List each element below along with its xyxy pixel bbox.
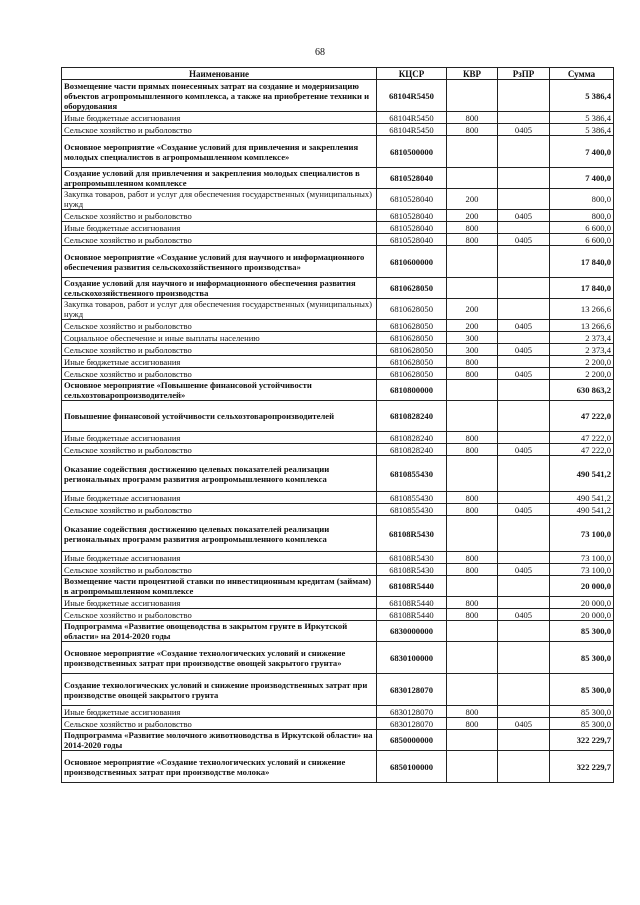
cell-rzpr [498, 332, 550, 344]
cell-kvr [447, 674, 498, 706]
cell-rzpr: 0405 [498, 320, 550, 332]
cell-sum: 20 000,0 [550, 609, 614, 621]
cell-rzpr: 0405 [498, 210, 550, 222]
cell-kcsr: 6810528040 [377, 234, 447, 246]
cell-name: Оказание содействия достижению целевых показателей реализации региональных программ развития агропромышленного комплекса [62, 456, 377, 492]
budget-table [61, 67, 614, 783]
cell-kcsr: 6810628050 [377, 368, 447, 380]
cell-kvr: 800 [447, 597, 498, 609]
cell-rzpr [498, 552, 550, 564]
table-row [62, 344, 614, 356]
cell-kvr: 800 [447, 124, 498, 136]
cell-sum: 490 541,2 [550, 504, 614, 516]
cell-kvr: 800 [447, 492, 498, 504]
cell-sum: 5 386,4 [550, 124, 614, 136]
table-row [62, 356, 614, 368]
cell-name: Сельское хозяйство и рыболовство [62, 718, 377, 730]
cell-sum: 2 200,0 [550, 356, 614, 368]
cell-sum: 85 300,0 [550, 706, 614, 718]
cell-kvr: 800 [447, 609, 498, 621]
cell-rzpr: 0405 [498, 609, 550, 621]
cell-kcsr: 6810600000 [377, 246, 447, 278]
cell-kvr: 200 [447, 189, 498, 210]
cell-name: Иные бюджетные ассигнования [62, 552, 377, 564]
cell-rzpr [498, 112, 550, 124]
cell-rzpr [498, 380, 550, 401]
cell-kvr [447, 380, 498, 401]
cell-kvr: 800 [447, 706, 498, 718]
cell-name: Создание условий для научного и информационного обеспечения развития сельскохозяйственного производства [62, 278, 377, 299]
table-row [62, 516, 614, 552]
cell-kvr: 800 [447, 222, 498, 234]
cell-kcsr: 6810800000 [377, 380, 447, 401]
header-sum: Сумма [550, 68, 614, 80]
cell-name: Иные бюджетные ассигнования [62, 432, 377, 444]
cell-rzpr [498, 136, 550, 168]
cell-name: Закупка товаров, работ и услуг для обеспечения государственных (муниципальных) нужд [62, 299, 377, 320]
cell-rzpr: 0405 [498, 368, 550, 380]
cell-name: Оказание содействия достижению целевых показателей реализации региональных программ развития агропромышленного комплекса [62, 516, 377, 552]
cell-sum: 2 373,4 [550, 344, 614, 356]
cell-sum: 47 222,0 [550, 401, 614, 432]
cell-name: Сельское хозяйство и рыболовство [62, 504, 377, 516]
cell-rzpr: 0405 [498, 564, 550, 576]
cell-name: Иные бюджетные ассигнования [62, 492, 377, 504]
cell-rzpr [498, 456, 550, 492]
cell-name: Иные бюджетные ассигнования [62, 356, 377, 368]
cell-kcsr: 6850100000 [377, 751, 447, 783]
cell-kcsr: 6810628050 [377, 299, 447, 320]
cell-name: Основное мероприятие «Создание технологических условий и снижение производственных затрат при производстве молока» [62, 751, 377, 783]
cell-sum: 13 266,6 [550, 299, 614, 320]
cell-kcsr: 6810828240 [377, 444, 447, 456]
table-row [62, 380, 614, 401]
cell-sum: 2 373,4 [550, 332, 614, 344]
cell-kcsr: 6810528040 [377, 222, 447, 234]
table-row [62, 621, 614, 642]
table-row [62, 112, 614, 124]
cell-sum: 13 266,6 [550, 320, 614, 332]
cell-kvr [447, 278, 498, 299]
table-row [62, 368, 614, 380]
cell-sum: 5 386,4 [550, 80, 614, 112]
cell-name: Подпрограмма «Развитие овощеводства в закрытом грунте в Иркутской области» на 2014-2020 годы [62, 621, 377, 642]
cell-rzpr [498, 576, 550, 597]
table-row [62, 168, 614, 189]
cell-sum: 6 600,0 [550, 234, 614, 246]
cell-kcsr: 68108R5430 [377, 552, 447, 564]
cell-name: Сельское хозяйство и рыболовство [62, 609, 377, 621]
cell-kvr: 800 [447, 112, 498, 124]
cell-name: Основное мероприятие «Повышение финансовой устойчивости сельхозтоваропроизводителей» [62, 380, 377, 401]
cell-name: Сельское хозяйство и рыболовство [62, 210, 377, 222]
table-row [62, 401, 614, 432]
cell-kvr [447, 456, 498, 492]
cell-kcsr: 68108R5440 [377, 576, 447, 597]
cell-rzpr: 0405 [498, 234, 550, 246]
cell-kvr [447, 80, 498, 112]
table-row [62, 751, 614, 783]
table-row [62, 552, 614, 564]
cell-kcsr: 6830000000 [377, 621, 447, 642]
cell-rzpr [498, 278, 550, 299]
table-row [62, 706, 614, 718]
table-row [62, 456, 614, 492]
cell-kvr: 800 [447, 718, 498, 730]
header-rzpr: РзПР [498, 68, 550, 80]
table-row [62, 136, 614, 168]
cell-sum: 20 000,0 [550, 576, 614, 597]
cell-sum: 2 200,0 [550, 368, 614, 380]
table-row [62, 124, 614, 136]
cell-sum: 73 100,0 [550, 516, 614, 552]
header-name: Наименование [62, 68, 377, 80]
cell-rzpr [498, 751, 550, 783]
table-row [62, 234, 614, 246]
cell-name: Иные бюджетные ассигнования [62, 112, 377, 124]
cell-sum: 490 541,2 [550, 456, 614, 492]
cell-rzpr [498, 246, 550, 278]
cell-kcsr: 6810628050 [377, 356, 447, 368]
table-row [62, 444, 614, 456]
cell-rzpr: 0405 [498, 444, 550, 456]
table-row [62, 642, 614, 674]
cell-name: Иные бюджетные ассигнования [62, 222, 377, 234]
cell-kcsr: 6810628050 [377, 332, 447, 344]
table-row [62, 320, 614, 332]
cell-rzpr [498, 642, 550, 674]
table-row [62, 504, 614, 516]
cell-kcsr: 6810855430 [377, 504, 447, 516]
page-number: 68 [315, 47, 325, 58]
table-row [62, 674, 614, 706]
cell-kcsr: 6810628050 [377, 278, 447, 299]
cell-kvr [447, 246, 498, 278]
cell-sum: 85 300,0 [550, 718, 614, 730]
cell-sum: 47 222,0 [550, 444, 614, 456]
cell-rzpr: 0405 [498, 504, 550, 516]
table-row [62, 210, 614, 222]
cell-kcsr: 6810528040 [377, 210, 447, 222]
cell-name: Подпрограмма «Развитие молочного животноводства в Иркутской области» на 2014-2020 годы [62, 730, 377, 751]
cell-kcsr: 6810628050 [377, 344, 447, 356]
table-header-row [62, 68, 614, 80]
cell-kcsr: 68104R5450 [377, 112, 447, 124]
cell-name: Сельское хозяйство и рыболовство [62, 124, 377, 136]
cell-rzpr [498, 401, 550, 432]
cell-kvr [447, 576, 498, 597]
cell-sum: 6 600,0 [550, 222, 614, 234]
cell-rzpr: 0405 [498, 344, 550, 356]
cell-kcsr: 68108R5440 [377, 597, 447, 609]
cell-rzpr [498, 80, 550, 112]
cell-kcsr: 6810500000 [377, 136, 447, 168]
cell-kcsr: 68108R5440 [377, 609, 447, 621]
table-row [62, 609, 614, 621]
cell-name: Сельское хозяйство и рыболовство [62, 564, 377, 576]
cell-rzpr [498, 299, 550, 320]
cell-kvr: 800 [447, 444, 498, 456]
cell-kcsr: 6830128070 [377, 718, 447, 730]
cell-kcsr: 68104R5450 [377, 80, 447, 112]
cell-kcsr: 6810855430 [377, 456, 447, 492]
cell-rzpr [498, 356, 550, 368]
cell-name: Основное мероприятие «Создание технологических условий и снижение производственных затрат при производстве овощей закрытого грунта» [62, 642, 377, 674]
cell-kvr: 200 [447, 299, 498, 320]
cell-sum: 7 400,0 [550, 168, 614, 189]
cell-kvr [447, 751, 498, 783]
table-row [62, 246, 614, 278]
cell-sum: 20 000,0 [550, 597, 614, 609]
cell-sum: 73 100,0 [550, 564, 614, 576]
table-row [62, 718, 614, 730]
cell-name: Повышение финансовой устойчивости сельхозтоваропроизводителей [62, 401, 377, 432]
cell-rzpr: 0405 [498, 124, 550, 136]
cell-kvr: 800 [447, 356, 498, 368]
cell-rzpr [498, 674, 550, 706]
cell-kcsr: 6830128070 [377, 706, 447, 718]
cell-kcsr: 6810855430 [377, 492, 447, 504]
cell-sum: 800,0 [550, 210, 614, 222]
cell-kcsr: 68104R5450 [377, 124, 447, 136]
cell-kvr [447, 136, 498, 168]
cell-name: Иные бюджетные ассигнования [62, 706, 377, 718]
cell-kcsr: 6850000000 [377, 730, 447, 751]
cell-rzpr [498, 516, 550, 552]
cell-kcsr: 68108R5430 [377, 564, 447, 576]
cell-kvr: 200 [447, 210, 498, 222]
cell-sum: 85 300,0 [550, 621, 614, 642]
cell-kvr: 800 [447, 368, 498, 380]
header-kcsr: КЦСР [377, 68, 447, 80]
cell-name: Закупка товаров, работ и услуг для обеспечения государственных (муниципальных) нужд [62, 189, 377, 210]
cell-sum: 630 863,2 [550, 380, 614, 401]
cell-kvr [447, 168, 498, 189]
cell-rzpr [498, 189, 550, 210]
cell-kvr: 800 [447, 564, 498, 576]
cell-kcsr: 6810828240 [377, 432, 447, 444]
cell-kcsr: 6810528040 [377, 189, 447, 210]
cell-sum: 800,0 [550, 189, 614, 210]
table-row [62, 432, 614, 444]
cell-name: Сельское хозяйство и рыболовство [62, 320, 377, 332]
cell-name: Иные бюджетные ассигнования [62, 597, 377, 609]
cell-kvr [447, 401, 498, 432]
cell-kvr: 800 [447, 552, 498, 564]
cell-name: Возмещение части прямых понесенных затрат на создание и модернизацию объектов агропромышленного комплекса, а также на приобретение техники и оборудования [62, 80, 377, 112]
cell-name: Сельское хозяйство и рыболовство [62, 344, 377, 356]
table-row [62, 299, 614, 320]
cell-rzpr [498, 168, 550, 189]
table-row [62, 492, 614, 504]
cell-kvr [447, 621, 498, 642]
cell-kvr: 200 [447, 320, 498, 332]
cell-kvr: 300 [447, 332, 498, 344]
cell-kvr: 800 [447, 234, 498, 246]
cell-kvr: 800 [447, 432, 498, 444]
cell-sum: 47 222,0 [550, 432, 614, 444]
table-row [62, 278, 614, 299]
cell-kvr: 300 [447, 344, 498, 356]
cell-sum: 17 840,0 [550, 246, 614, 278]
table-row [62, 222, 614, 234]
table-row [62, 576, 614, 597]
cell-sum: 5 386,4 [550, 112, 614, 124]
cell-rzpr [498, 597, 550, 609]
table-row [62, 730, 614, 751]
table-row [62, 597, 614, 609]
cell-rzpr [498, 730, 550, 751]
cell-kvr [447, 516, 498, 552]
cell-sum: 17 840,0 [550, 278, 614, 299]
cell-sum: 85 300,0 [550, 642, 614, 674]
cell-rzpr [498, 621, 550, 642]
cell-name: Основное мероприятие «Создание условий для научного и информационного обеспечения развития сельскохозяйственного производства» [62, 246, 377, 278]
cell-rzpr [498, 706, 550, 718]
cell-sum: 490 541,2 [550, 492, 614, 504]
cell-kcsr: 6810528040 [377, 168, 447, 189]
cell-sum: 322 229,7 [550, 730, 614, 751]
cell-kcsr: 6810828240 [377, 401, 447, 432]
cell-kvr: 800 [447, 504, 498, 516]
cell-kcsr: 6810628050 [377, 320, 447, 332]
cell-name: Создание технологических условий и снижение производственных затрат при производстве овощей закрытого грунта [62, 674, 377, 706]
table-row [62, 189, 614, 210]
cell-sum: 7 400,0 [550, 136, 614, 168]
cell-name: Сельское хозяйство и рыболовство [62, 368, 377, 380]
cell-rzpr [498, 222, 550, 234]
cell-rzpr [498, 492, 550, 504]
cell-name: Возмещение части процентной ставки по инвестиционным кредитам (займам) в агропромышленном комплексе [62, 576, 377, 597]
table-body [62, 80, 614, 783]
header-kvr: КВР [447, 68, 498, 80]
cell-name: Сельское хозяйство и рыболовство [62, 234, 377, 246]
cell-kcsr: 68108R5430 [377, 516, 447, 552]
table-row [62, 564, 614, 576]
cell-name: Сельское хозяйство и рыболовство [62, 444, 377, 456]
cell-sum: 322 229,7 [550, 751, 614, 783]
cell-rzpr [498, 432, 550, 444]
cell-kvr [447, 730, 498, 751]
cell-name: Основное мероприятие «Создание условий для привлечения и закрепления молодых специалистов в агропромышленном комплексе» [62, 136, 377, 168]
cell-sum: 85 300,0 [550, 674, 614, 706]
table-row [62, 332, 614, 344]
cell-kcsr: 6830100000 [377, 642, 447, 674]
cell-sum: 73 100,0 [550, 552, 614, 564]
cell-kcsr: 6830128070 [377, 674, 447, 706]
cell-rzpr: 0405 [498, 718, 550, 730]
table-row [62, 80, 614, 112]
cell-kvr [447, 642, 498, 674]
cell-name: Социальное обеспечение и иные выплаты населению [62, 332, 377, 344]
cell-name: Создание условий для привлечения и закрепления молодых специалистов в агропромышленном комплексе [62, 168, 377, 189]
